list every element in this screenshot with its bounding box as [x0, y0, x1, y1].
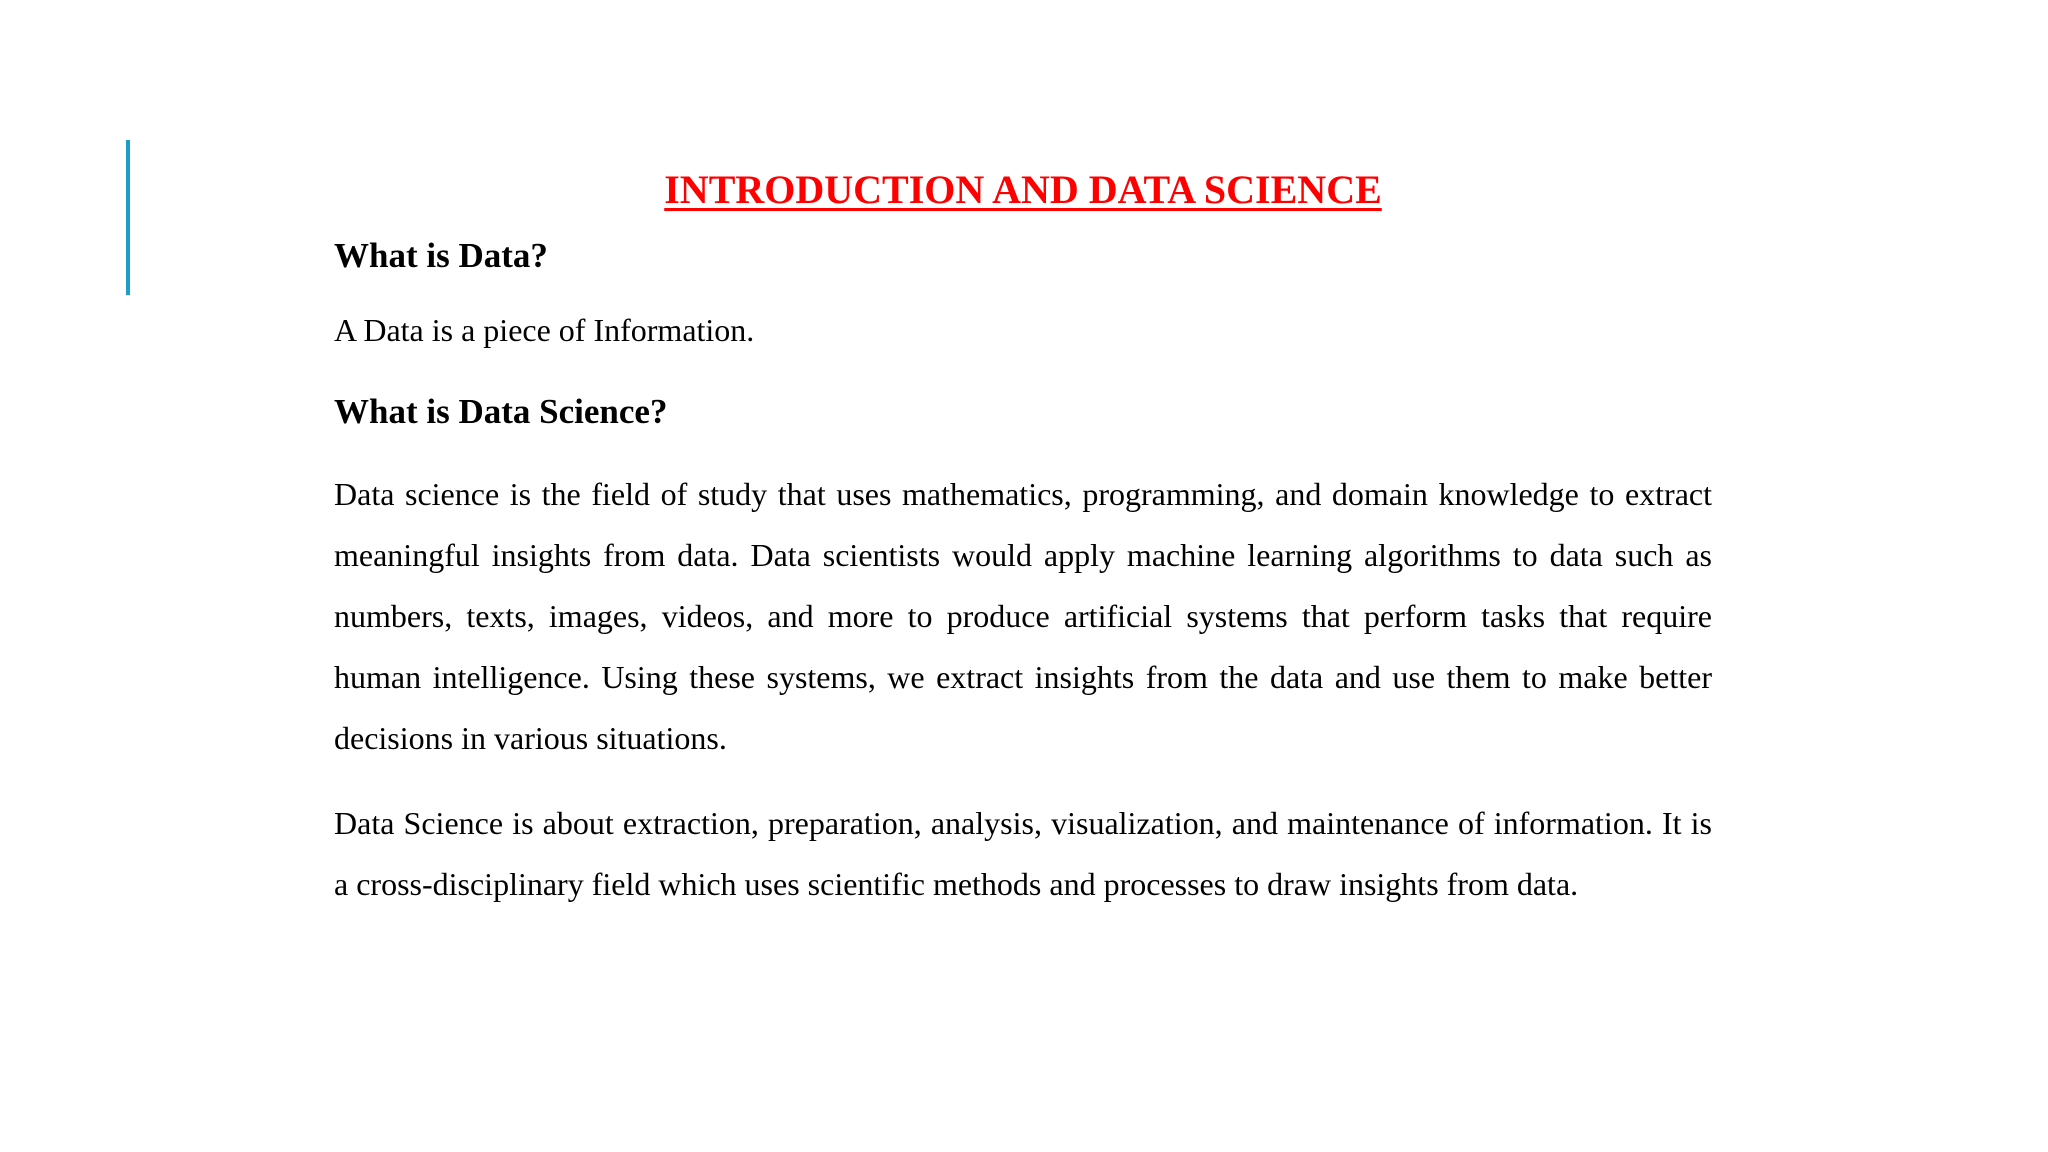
document-title: INTRODUCTION AND DATA SCIENCE [664, 167, 1382, 212]
paragraph-data-science-scope: Data Science is about extraction, preparation, analysis, visualization, and maintenance of information. It is a cross-disciplinary field which uses scientific methods and processes to draw insights from data. [334, 805, 1712, 902]
paragraph-data-definition: A Data is a piece of Information. [334, 312, 755, 348]
paragraph-data-science-definition: Data science is the field of study that uses mathematics, programming, and domain knowledge to extract meaningful insights from data. Data scientists would apply machine learning algorithms to data such as numbers, texts, images, videos, and more to produce artificial systems that perform tasks that require human intelligence. Using these systems, we extract insights from the data and use them to make better decisions in various situations. [334, 476, 1712, 756]
slide-accent-bar [126, 140, 130, 295]
section-heading-what-is-data: What is Data? [334, 236, 548, 275]
document-body [334, 166, 1712, 939]
section-heading-what-is-data-science: What is Data Science? [334, 392, 668, 431]
